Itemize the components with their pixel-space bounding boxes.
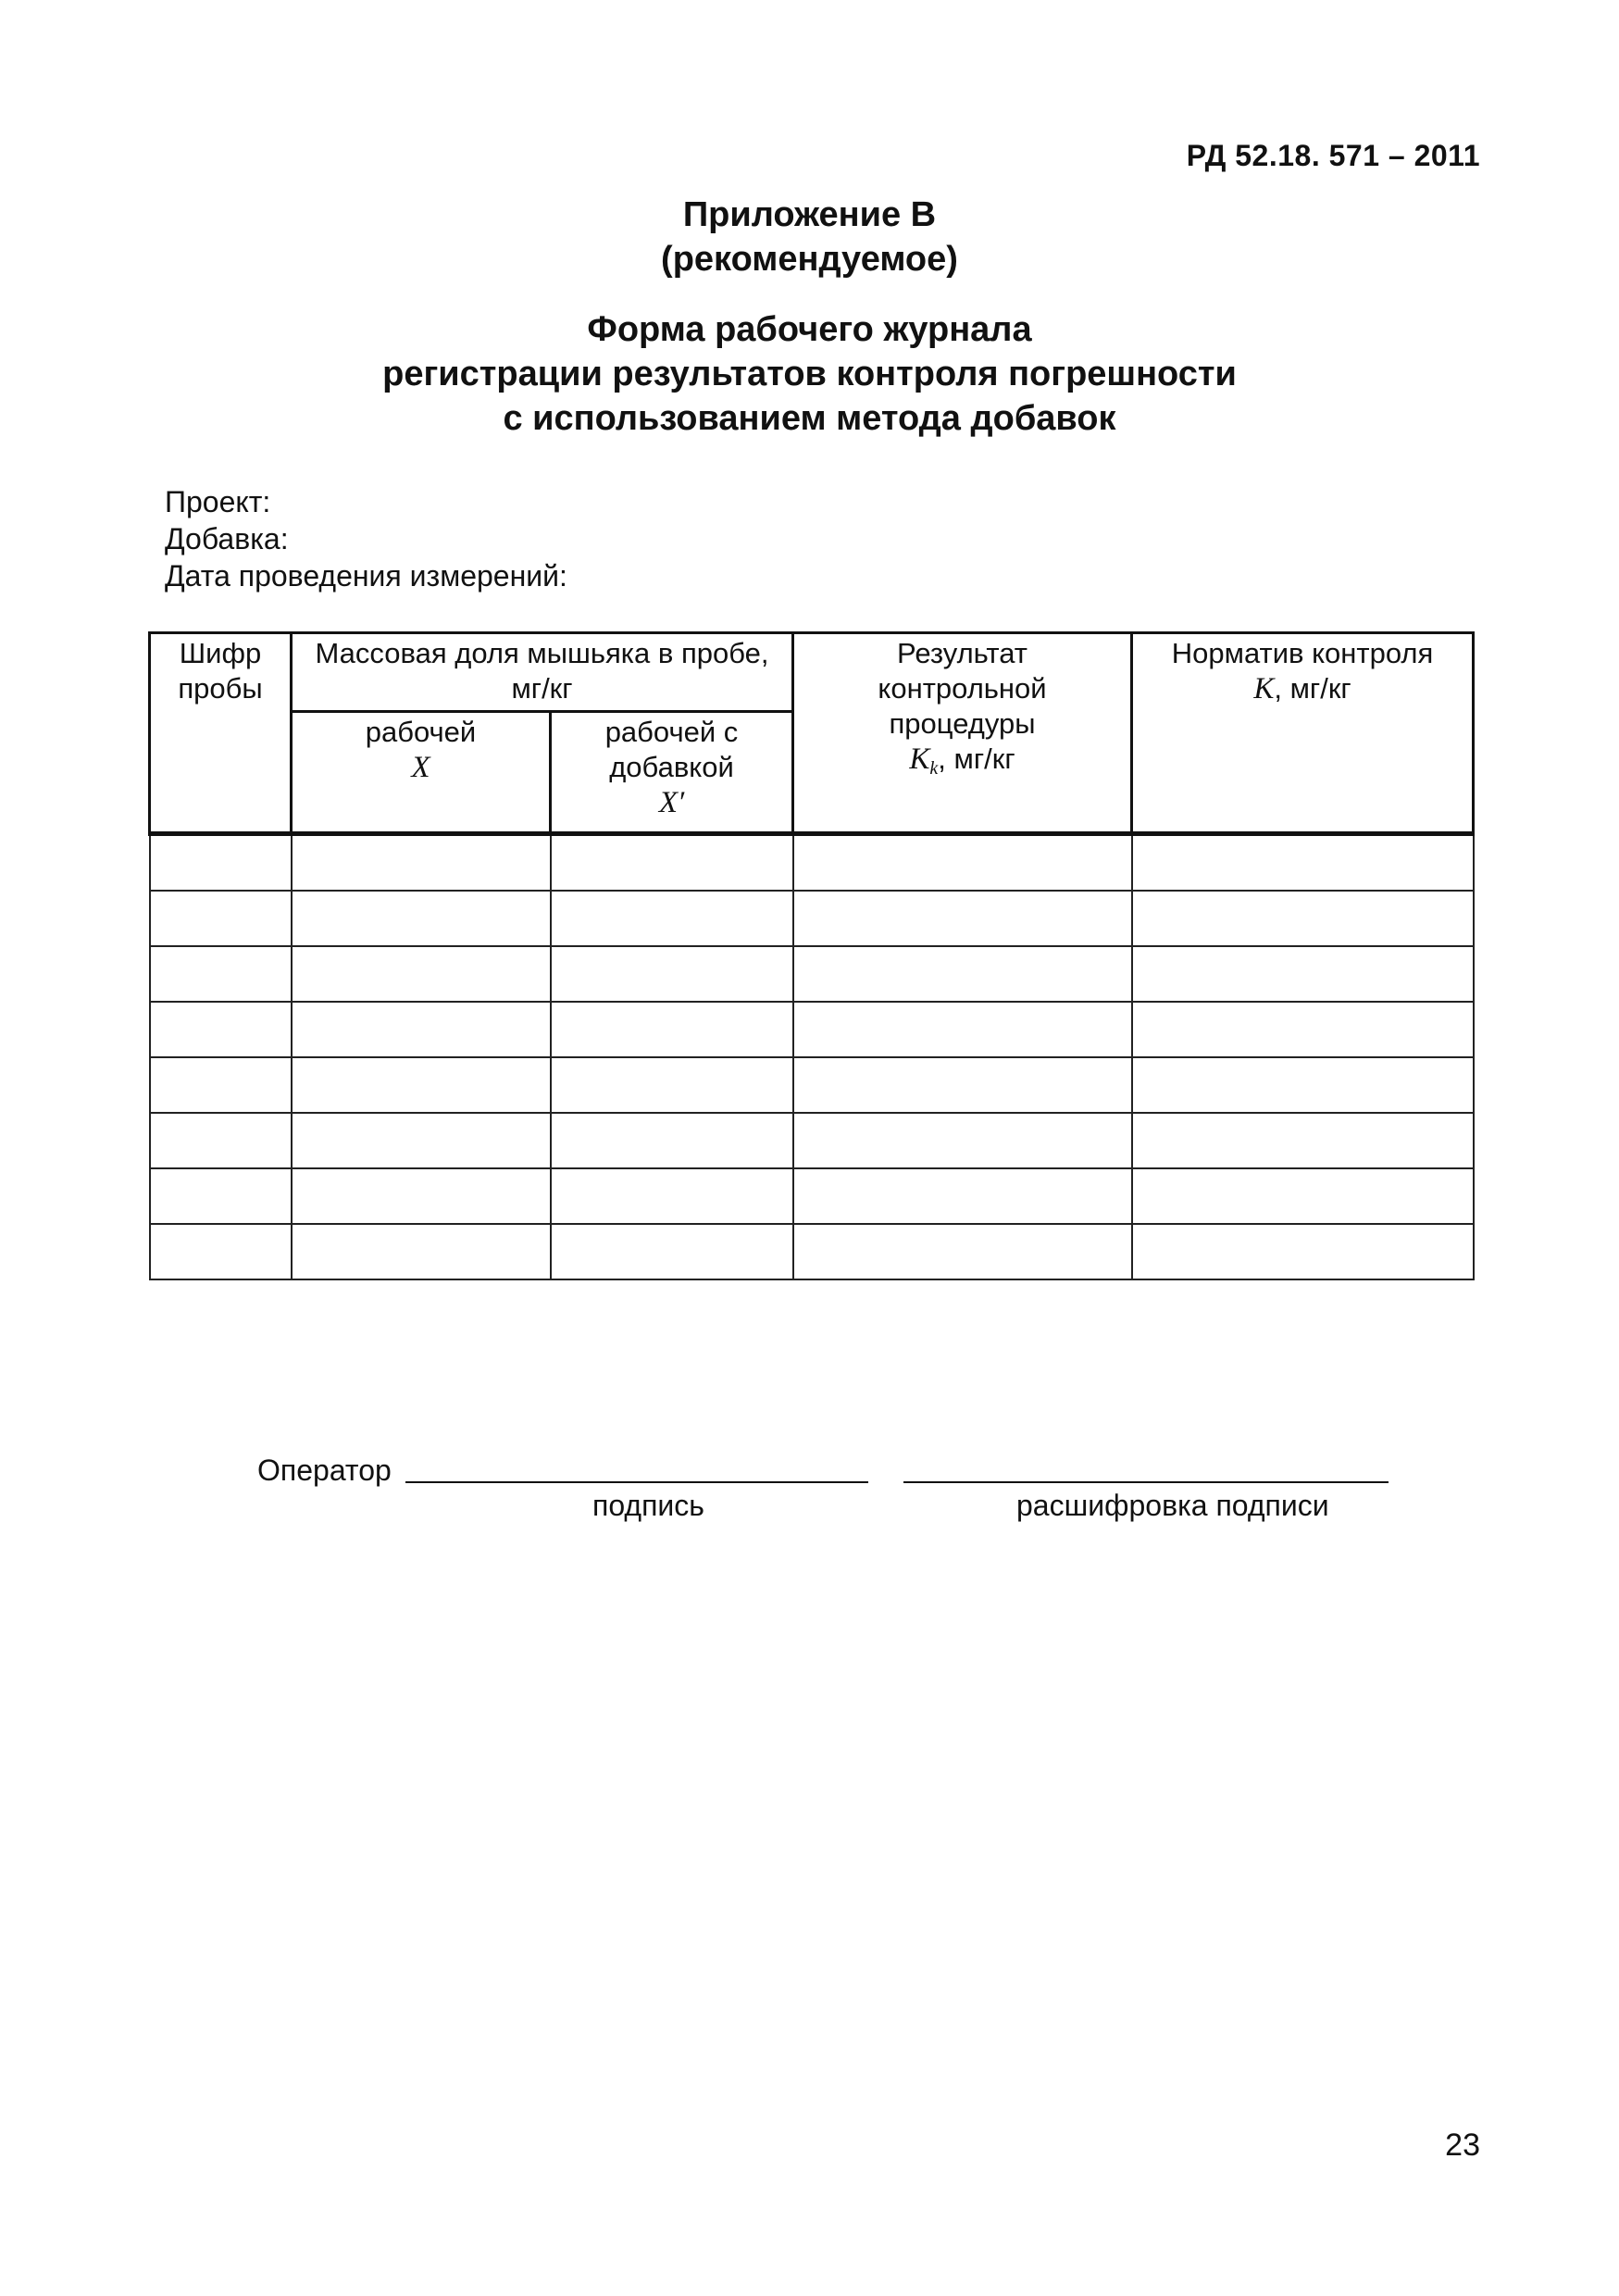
date-field-label: Дата проведения измерений: (165, 559, 567, 593)
appendix-heading (0, 193, 1619, 281)
table-cell[interactable] (292, 891, 551, 946)
header-control-result-line-2: контрольной (878, 672, 1047, 705)
result-symbol-subscript: k (929, 758, 939, 779)
table-cell[interactable] (1132, 1168, 1474, 1224)
table-row (150, 1057, 1474, 1113)
table-row (150, 1168, 1474, 1224)
form-title (0, 307, 1619, 441)
table-cell[interactable] (793, 891, 1132, 946)
table-row (150, 946, 1474, 1002)
header-sample-code-line-2: пробы (178, 672, 263, 705)
table-cell[interactable] (150, 834, 292, 892)
table-cell[interactable] (793, 1002, 1132, 1057)
appendix-subtitle: (рекомендуемое) (661, 240, 958, 279)
header-control-norm (1132, 633, 1474, 834)
table-cell[interactable] (793, 1224, 1132, 1279)
table-cell[interactable] (1132, 891, 1474, 946)
signature-caption: подпись (592, 1489, 704, 1522)
form-title-line-1: Форма рабочего журнала (587, 310, 1032, 349)
table-cell[interactable] (292, 1224, 551, 1279)
journal-table-container (148, 631, 1472, 1278)
header-sample-code-line-1: Шифр (179, 637, 262, 669)
table-row (150, 1002, 1474, 1057)
table-cell[interactable] (1132, 1224, 1474, 1279)
table-cell[interactable] (1132, 946, 1474, 1002)
table-cell[interactable] (150, 1057, 292, 1113)
table-cell[interactable] (1132, 1057, 1474, 1113)
table-cell[interactable] (292, 1168, 551, 1224)
table-cell[interactable] (150, 1168, 292, 1224)
header-additive-symbol: X′ (658, 786, 685, 819)
header-additive-label-line-2: добавкой (609, 751, 734, 783)
table-cell[interactable] (150, 891, 292, 946)
header-working-with-additive (551, 712, 793, 834)
journal-table-body (150, 834, 1474, 1280)
appendix-title: Приложение В (682, 195, 937, 234)
table-cell[interactable] (1132, 834, 1474, 892)
header-working (292, 712, 551, 834)
signature-decode-caption: расшифровка подписи (1016, 1489, 1329, 1522)
result-symbol: K (909, 742, 930, 776)
signature-decode-line[interactable] (903, 1481, 1389, 1483)
table-cell[interactable] (793, 1113, 1132, 1168)
table-cell[interactable] (292, 1002, 551, 1057)
header-control-result-line-3: процедуры (889, 707, 1036, 740)
result-unit: , мг/кг (938, 742, 1015, 775)
header-mass-fraction: Массовая доля мышьяка в пробе, мг/кг (292, 633, 793, 712)
table-cell[interactable] (551, 1168, 793, 1224)
table-cell[interactable] (150, 946, 292, 1002)
header-control-result-symbol-line (800, 742, 1125, 786)
page-number: 23 (1445, 2128, 1480, 2163)
table-cell[interactable] (551, 1002, 793, 1057)
header-additive-label-line-1: рабочей с (604, 716, 739, 748)
table-cell[interactable] (551, 891, 793, 946)
table-cell[interactable] (551, 946, 793, 1002)
table-cell[interactable] (150, 1002, 292, 1057)
table-cell[interactable] (1132, 1002, 1474, 1057)
table-cell[interactable] (793, 1168, 1132, 1224)
norm-unit: , мг/кг (1274, 672, 1351, 705)
header-working-symbol: X (411, 751, 430, 784)
table-cell[interactable] (793, 834, 1132, 892)
table-cell[interactable] (292, 946, 551, 1002)
header-control-norm-symbol-line (1139, 671, 1466, 706)
table-cell[interactable] (551, 1057, 793, 1113)
project-field-label: Проект: (165, 485, 271, 518)
header-working-label: рабочей (365, 716, 477, 748)
table-cell[interactable] (292, 834, 551, 892)
table-row (150, 891, 1474, 946)
table-cell[interactable] (1132, 1113, 1474, 1168)
table-cell[interactable] (150, 1224, 292, 1279)
signature-line[interactable] (405, 1481, 868, 1483)
additive-field-label: Добавка: (165, 522, 289, 555)
table-row (150, 834, 1474, 892)
header-control-norm-label: Норматив контроля (1171, 637, 1434, 669)
form-fields (165, 483, 567, 594)
operator-label: Оператор (257, 1454, 392, 1487)
table-cell[interactable] (292, 1057, 551, 1113)
table-cell[interactable] (551, 1113, 793, 1168)
form-title-line-2: регистрации результатов контроля погрешности (382, 355, 1237, 393)
header-control-result-line-1: Результат (897, 637, 1027, 669)
table-cell[interactable] (551, 1224, 793, 1279)
table-row (150, 1224, 1474, 1279)
table-cell[interactable] (551, 834, 793, 892)
form-title-line-3: с использованием метода добавок (503, 399, 1116, 438)
document-code: РД 52.18. 571 – 2011 (1186, 139, 1480, 172)
header-control-result (793, 633, 1132, 834)
journal-table (148, 631, 1475, 1280)
table-cell[interactable] (292, 1113, 551, 1168)
table-cell[interactable] (793, 946, 1132, 1002)
table-cell[interactable] (793, 1057, 1132, 1113)
table-cell[interactable] (150, 1113, 292, 1168)
norm-symbol: K (1253, 672, 1275, 705)
header-sample-code (150, 633, 292, 834)
table-row (150, 1113, 1474, 1168)
